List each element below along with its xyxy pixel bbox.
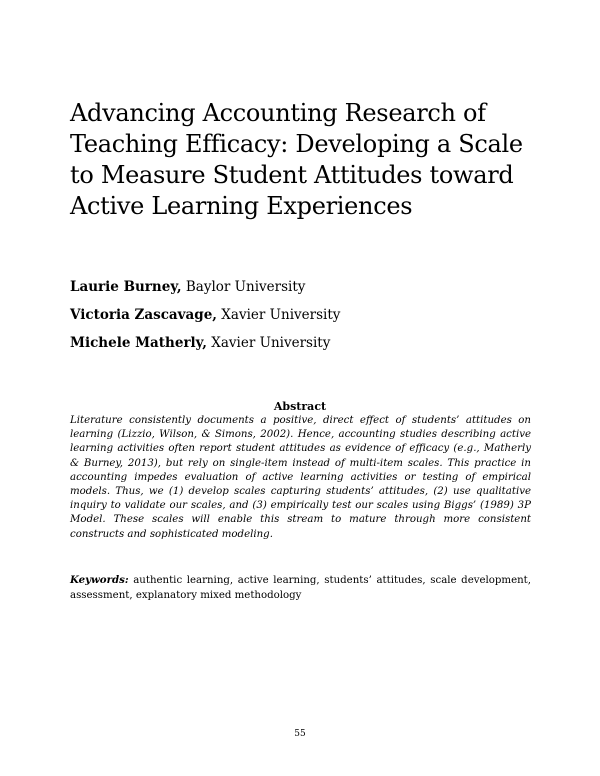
author-affiliation: Baylor University [181,279,306,295]
keywords-text: authentic learning, active learning, students’ attitudes, scale development, assessment, explanatory mixed methodology [70,575,531,601]
abstract-heading: Abstract [273,400,327,413]
author-entry [70,273,540,301]
author-name: Michele Matherly, [70,335,207,351]
keywords-section [70,573,531,603]
paper-title: Advancing Accounting Research of Teaching Efficacy: Developing a Scale to Measure Student Attitudes toward Active Learning Experiences [70,99,523,220]
page-number: 55 [294,729,306,739]
abstract-text: Literature consistently documents a positive, direct effect of students’ attitudes on learning (Lizzio, Wilson, & Simons, 2002). Hence, accounting studies describing active learning activities often report student attitudes as evidence of efficacy (e.g., Matherly & Burney, 2013), but rely on single-item instead of multi-item scales. This practice in accounting impedes evaluation of active learning activities or testing of empirical models. Thus, we (1) develop scales capturing students’ attitudes, (2) use qualitative inquiry to validate our scales, and (3) empirically test our scales using Biggs’ (1989) 3P Model. These scales will enable this stream to mature through more consistent constructs and sophisticated modeling. [70,415,531,540]
author-name: Victoria Zascavage, [70,307,218,323]
author-entry [70,301,540,329]
author-list [70,273,540,357]
keywords-label: Keywords: [70,574,129,586]
author-name: Laurie Burney, [70,279,182,295]
author-affiliation: Xavier University [217,307,341,323]
author-affiliation: Xavier University [206,335,331,351]
author-entry [70,329,540,357]
